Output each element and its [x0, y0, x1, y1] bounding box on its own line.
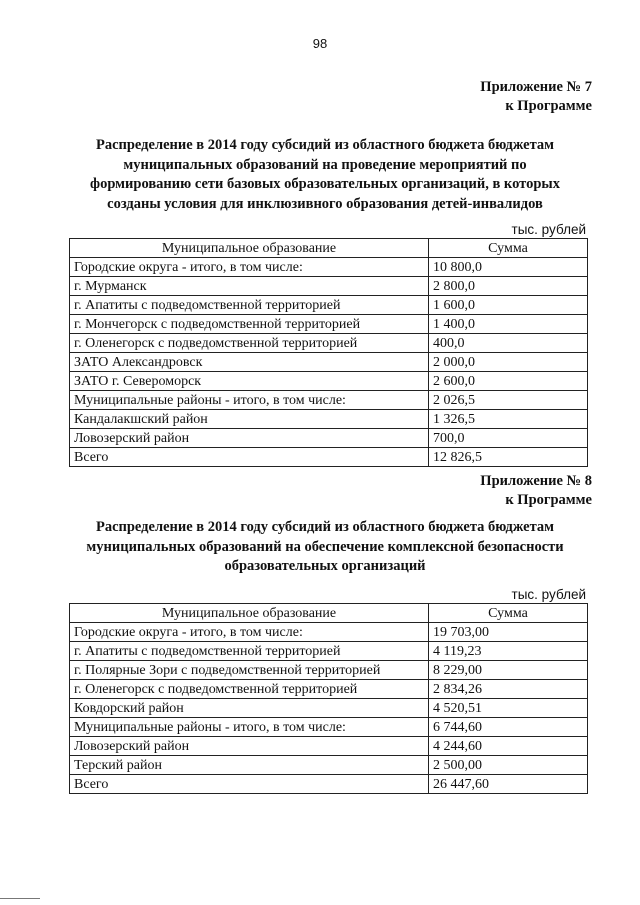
sum-cell: 12 826,5 — [429, 448, 588, 467]
appendix-program-label: к Программе — [505, 98, 592, 114]
sum-cell: 1 600,0 — [429, 296, 588, 315]
municipality-cell: ЗАТО г. Североморск — [70, 372, 429, 391]
municipality-cell: Ловозерский район — [70, 429, 429, 448]
title-line: Распределение в 2014 году субсидий из областного бюджета бюджетам — [95, 137, 555, 153]
table-row — [70, 410, 588, 429]
municipality-cell: г. Апатиты с подведомственной территорией — [70, 296, 429, 315]
table-row — [70, 623, 588, 642]
header-municipality: Муниципальное образование — [70, 239, 429, 258]
sum-cell: 1 400,0 — [429, 315, 588, 334]
municipality-cell: Терский район — [70, 756, 429, 775]
sum-cell: 4 520,51 — [429, 699, 588, 718]
sum-cell: 10 800,0 — [429, 258, 588, 277]
sum-cell: 4 244,60 — [429, 737, 588, 756]
title-line: муниципальных образований на проведение мероприятий по — [123, 156, 527, 173]
municipality-cell: Всего — [70, 448, 429, 467]
sum-cell: 2 600,0 — [429, 372, 588, 391]
table-row — [70, 699, 588, 718]
unit-label: тыс. рублей — [511, 587, 586, 602]
municipality-cell: Городские округа - итого, в том числе: — [70, 623, 429, 642]
municipality-cell: ЗАТО Александровск — [70, 353, 429, 372]
appendix-7-table — [69, 238, 588, 467]
appendix-8-title — [60, 518, 590, 577]
municipality-cell: Муниципальные районы - итого, в том числе: — [70, 718, 429, 737]
appendix-8-heading — [480, 472, 592, 510]
municipality-cell: Муниципальные районы - итого, в том числе: — [70, 391, 429, 410]
header-sum: Сумма — [429, 239, 588, 258]
appendix-label: Приложение № 8 — [480, 473, 592, 489]
municipality-cell: Кандалакшский район — [70, 410, 429, 429]
table-row — [70, 718, 588, 737]
sum-cell: 2 026,5 — [429, 391, 588, 410]
footer-divider — [0, 898, 40, 899]
sum-cell: 2 800,0 — [429, 277, 588, 296]
table-row — [70, 429, 588, 448]
table-row — [70, 334, 588, 353]
sum-cell: 26 447,60 — [429, 775, 588, 794]
table-row — [70, 680, 588, 699]
municipality-cell: Всего — [70, 775, 429, 794]
table-row — [70, 642, 588, 661]
title-line: Распределение в 2014 году субсидий из областного бюджета бюджетам — [95, 519, 555, 535]
appendix-label: Приложение № 7 — [480, 79, 592, 95]
title-line: созданы условия для инклюзивного образования детей-инвалидов — [107, 195, 543, 212]
municipality-cell: Ковдорский район — [70, 699, 429, 718]
table-header-row — [70, 239, 588, 258]
table-row — [70, 661, 588, 680]
appendix-7-heading — [480, 78, 592, 116]
table-row — [70, 296, 588, 315]
table-header-row — [70, 604, 588, 623]
page-number: 98 — [312, 36, 328, 51]
appendix-7-title — [60, 136, 590, 214]
table-row — [70, 737, 588, 756]
title-line: муниципальных образований на обеспечение комплексной безопасности — [86, 538, 564, 555]
sum-cell: 6 744,60 — [429, 718, 588, 737]
table-row — [70, 353, 588, 372]
sum-cell: 2 000,0 — [429, 353, 588, 372]
sum-cell: 700,0 — [429, 429, 588, 448]
municipality-cell: г. Полярные Зори с подведомственной территорией — [70, 661, 429, 680]
municipality-cell: г. Оленегорск с подведомственной территорией — [70, 680, 429, 699]
sum-cell: 2 834,26 — [429, 680, 588, 699]
appendix-8-table — [69, 603, 588, 794]
appendix-program-label: к Программе — [505, 492, 592, 508]
municipality-cell: г. Апатиты с подведомственной территорией — [70, 642, 429, 661]
table-row-total — [70, 775, 588, 794]
table-row — [70, 756, 588, 775]
table-row — [70, 391, 588, 410]
municipality-cell: г. Оленегорск с подведомственной территорией — [70, 334, 429, 353]
municipality-cell: г. Мурманск — [70, 277, 429, 296]
header-municipality: Муниципальное образование — [70, 604, 429, 623]
municipality-cell: Ловозерский район — [70, 737, 429, 756]
title-line: формированию сети базовых образовательных организаций, в которых — [90, 176, 560, 192]
table-row-total — [70, 448, 588, 467]
title-line: образовательных организаций — [224, 558, 426, 574]
sum-cell: 400,0 — [429, 334, 588, 353]
table-row — [70, 315, 588, 334]
table-row — [70, 372, 588, 391]
sum-cell: 2 500,00 — [429, 756, 588, 775]
sum-cell: 4 119,23 — [429, 642, 588, 661]
table-row — [70, 277, 588, 296]
sum-cell: 19 703,00 — [429, 623, 588, 642]
sum-cell: 1 326,5 — [429, 410, 588, 429]
table-row — [70, 258, 588, 277]
municipality-cell: г. Мончегорск с подведомственной территорией — [70, 315, 429, 334]
municipality-cell: Городские округа - итого, в том числе: — [70, 258, 429, 277]
unit-label: тыс. рублей — [511, 222, 586, 237]
sum-cell: 8 229,00 — [429, 661, 588, 680]
header-sum: Сумма — [429, 604, 588, 623]
